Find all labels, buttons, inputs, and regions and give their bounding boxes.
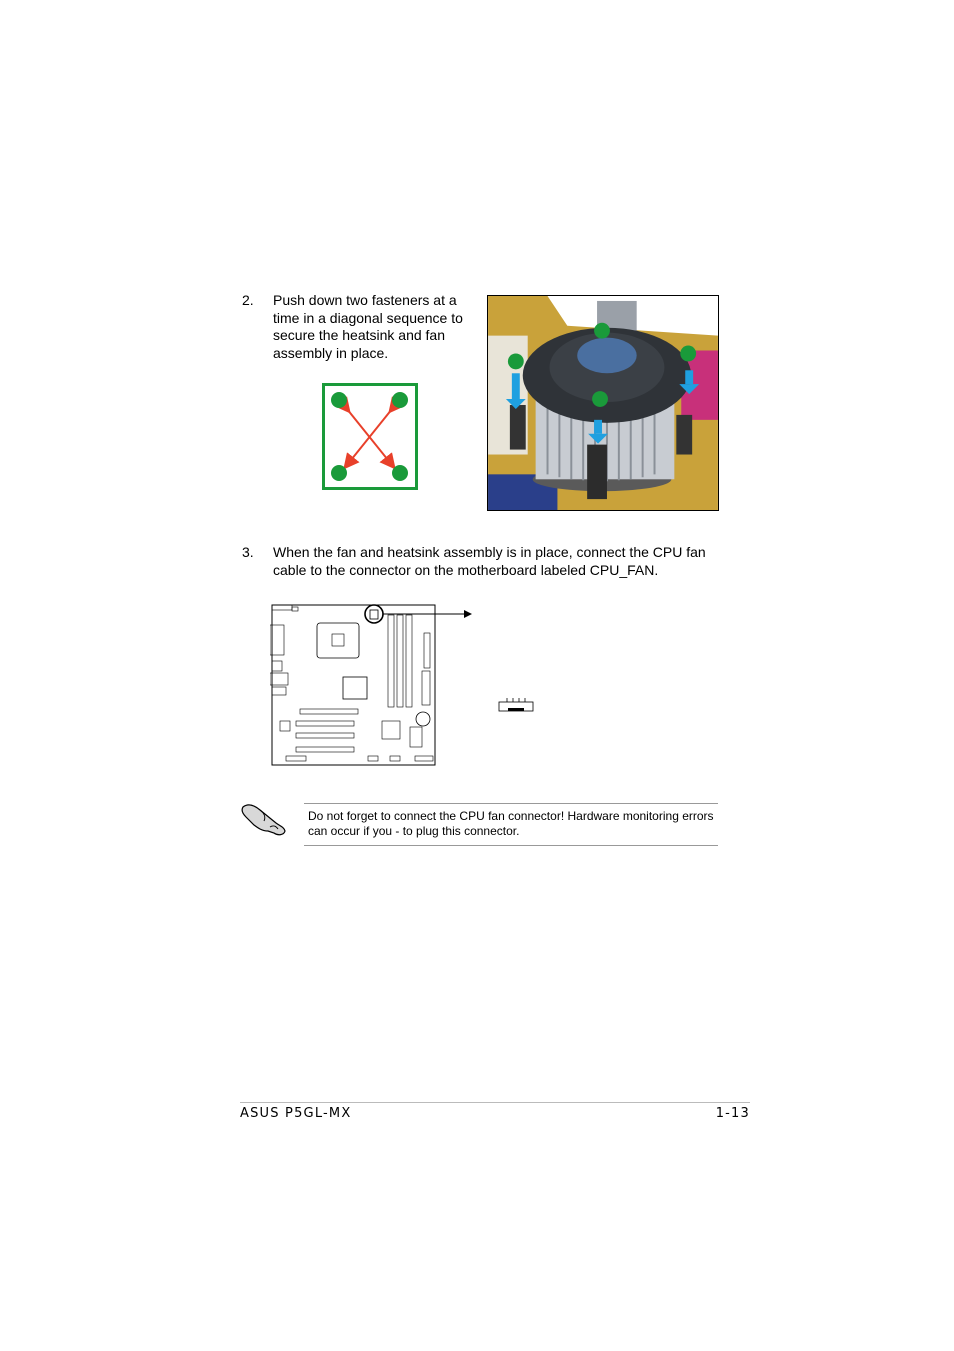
footer-page-number: 1-13 xyxy=(715,1106,750,1121)
step-3-text: When the fan and heatsink assembly is in place, connect the CPU fan cable to the connector on the motherboard labeled CPU_FAN. xyxy=(273,544,706,578)
footer-product-name: ASUS P5GL-MX xyxy=(240,1106,352,1121)
cpu-fan-connector-icon xyxy=(497,698,537,714)
step-2-text: Push down two fasteners at a time in a diagonal sequence to secure the heatsink and fan assembly in place. xyxy=(273,292,463,361)
fastener-top-right xyxy=(392,392,408,408)
footer-rule xyxy=(240,1102,750,1103)
note-hand-icon xyxy=(240,801,288,837)
heatsink-photo xyxy=(487,295,719,511)
motherboard-layout-diagram xyxy=(270,603,475,768)
step-2-number: 2. xyxy=(242,292,254,308)
step-3-number: 3. xyxy=(242,544,254,560)
note-bottom-rule xyxy=(304,845,718,846)
note-text: Do not forget to connect the CPU fan connector! Hardware monitoring errors can occur if you - to plug this connector. xyxy=(308,809,714,838)
note-top-rule xyxy=(304,803,718,804)
fastener-top-left xyxy=(331,392,347,408)
fastener-bottom-right xyxy=(392,465,408,481)
fastener-bottom-left xyxy=(331,465,347,481)
diagonal-sequence-diagram xyxy=(322,383,418,490)
